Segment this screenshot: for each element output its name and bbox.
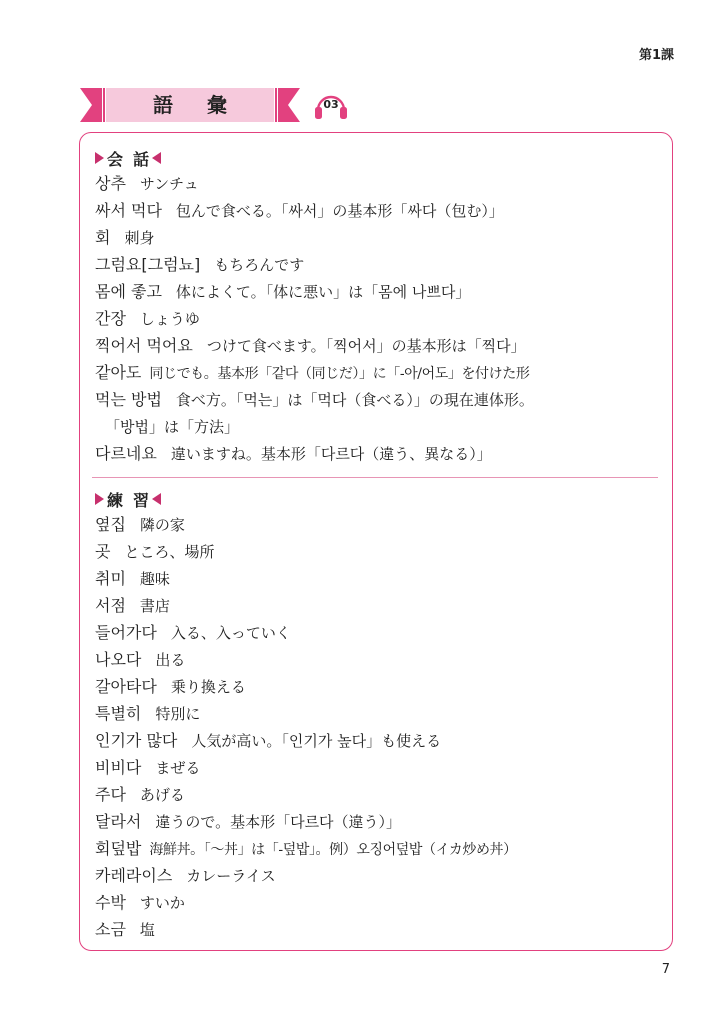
korean-term: 주다 [95, 785, 126, 804]
korean-term: 상추 [95, 174, 126, 193]
japanese-gloss: つけて食べます。「찍어서」の基本形は「찍다」 [206, 337, 526, 355]
audio-track-number: 03 [323, 98, 339, 111]
japanese-gloss: 「방법」は「方法」 [105, 418, 239, 436]
japanese-gloss: カレーライス [186, 867, 276, 885]
korean-term: 나오다 [95, 650, 142, 669]
vocab-entry [95, 701, 200, 727]
vocab-entry [95, 441, 492, 467]
japanese-gloss: 違うので。基本形「다르다（違う）」 [155, 813, 402, 831]
triangle-left-icon [152, 152, 161, 164]
japanese-gloss: 乗り換える [170, 678, 246, 696]
korean-term: 특별히 [95, 704, 142, 723]
japanese-gloss: 出る [155, 651, 186, 669]
korean-term: 먹는 방법 [95, 390, 162, 409]
vocab-entry [95, 198, 504, 224]
vocab-entry [95, 171, 199, 197]
vocab-entry [95, 917, 155, 943]
chapter-label: 第1課 [638, 48, 674, 63]
japanese-gloss: 刺身 [124, 229, 155, 247]
vocab-entry [95, 360, 529, 386]
korean-term: 카레라이스 [95, 866, 173, 885]
vocab-entry [95, 566, 170, 592]
japanese-gloss: 特別に [155, 705, 201, 723]
japanese-gloss: 海鮮丼。「～丼」は「-덮밥」。例）오징어덮밥（イカ炒め丼） [149, 842, 517, 858]
vocab-entry [95, 809, 401, 835]
vocab-entry-continuation [105, 414, 239, 440]
korean-term: 갈아타다 [95, 677, 157, 696]
korean-term: 들어가다 [95, 623, 157, 642]
japanese-gloss: 隣の家 [139, 516, 185, 534]
japanese-gloss: 同じでも。基本形「같다（同じだ）」に「-아/어도」を付けた形 [149, 366, 530, 382]
korean-term: 몸에 좋고 [95, 282, 162, 301]
vocab-entry [95, 387, 534, 413]
vocab-entry [95, 333, 526, 359]
vocab-entry [95, 863, 276, 889]
korean-term: 인기가 많다 [95, 731, 178, 750]
japanese-gloss: 趣味 [139, 570, 170, 588]
page-number: 7 [661, 962, 670, 977]
vocab-entry [95, 593, 170, 619]
section-divider [92, 477, 658, 478]
japanese-gloss: もちろんです [214, 256, 305, 274]
vocab-entry [95, 225, 154, 251]
korean-term: 수박 [95, 893, 126, 912]
korean-term: 찍어서 먹어요 [95, 336, 193, 355]
triangle-left-icon [152, 493, 161, 505]
japanese-gloss: 食べ方。「먹는」は「먹다（食べる）」の現在連体形。 [175, 391, 534, 409]
korean-term: 옆집 [95, 515, 126, 534]
japanese-gloss: サンチュ [139, 175, 199, 193]
korean-term: 회덮밥 [95, 839, 142, 858]
korean-term: 간장 [95, 309, 126, 328]
section-heading-label: 会話 [107, 149, 160, 169]
vocab-entry [95, 306, 200, 332]
korean-term: 다르네요 [95, 444, 157, 463]
japanese-gloss: 体によくて。「体に悪い」は「몸에 나쁘다」 [175, 283, 471, 301]
japanese-gloss: 塩 [139, 921, 155, 939]
vocab-entry [95, 512, 185, 538]
japanese-gloss: 包んで食べる。「싸서」の基本形「싸다（包む）」 [175, 202, 504, 220]
vocab-entry [95, 252, 304, 278]
japanese-gloss: あげる [139, 786, 185, 804]
audio-track-icon[interactable] [312, 86, 350, 124]
japanese-gloss: 違いますね。基本形「다르다（違う、異なる）」 [170, 445, 492, 463]
vocab-entry [95, 728, 441, 754]
vocab-entry [95, 539, 214, 565]
japanese-gloss: すいか [139, 894, 185, 912]
vocab-entry [95, 620, 291, 646]
korean-term: 회 [95, 228, 111, 247]
japanese-gloss: 人気が高い。「인기가 높다」も使える [191, 732, 442, 750]
vocab-entry [95, 890, 185, 916]
section-heading-conversation [95, 146, 161, 170]
japanese-gloss: 入る、入っていく [170, 624, 291, 642]
korean-term: 싸서 먹다 [95, 201, 162, 220]
vocab-entry [95, 647, 185, 673]
korean-term: 취미 [95, 569, 126, 588]
japanese-gloss: ところ、場所 [124, 543, 215, 561]
section-heading-label: 練習 [107, 490, 160, 510]
korean-term: 소금 [95, 920, 126, 939]
korean-term: 그럼요[그럼뇨] [95, 255, 201, 274]
triangle-right-icon [95, 493, 104, 505]
japanese-gloss: しょうゆ [139, 310, 200, 328]
korean-term: 비비다 [95, 758, 142, 777]
triangle-right-icon [95, 152, 104, 164]
vocab-entry [95, 755, 200, 781]
japanese-gloss: まぜる [155, 759, 201, 777]
korean-term: 서점 [95, 596, 126, 615]
vocab-entry [95, 279, 470, 305]
japanese-gloss: 書店 [139, 597, 170, 615]
korean-term: 같아도 [95, 363, 142, 382]
korean-term: 달라서 [95, 812, 142, 831]
vocab-entry [95, 836, 517, 862]
vocabulary-banner [80, 88, 300, 122]
korean-term: 곳 [95, 542, 111, 561]
section-heading-practice [95, 487, 161, 511]
vocab-entry [95, 674, 246, 700]
banner-title: 語彙 [153, 93, 261, 117]
vocab-entry [95, 782, 185, 808]
